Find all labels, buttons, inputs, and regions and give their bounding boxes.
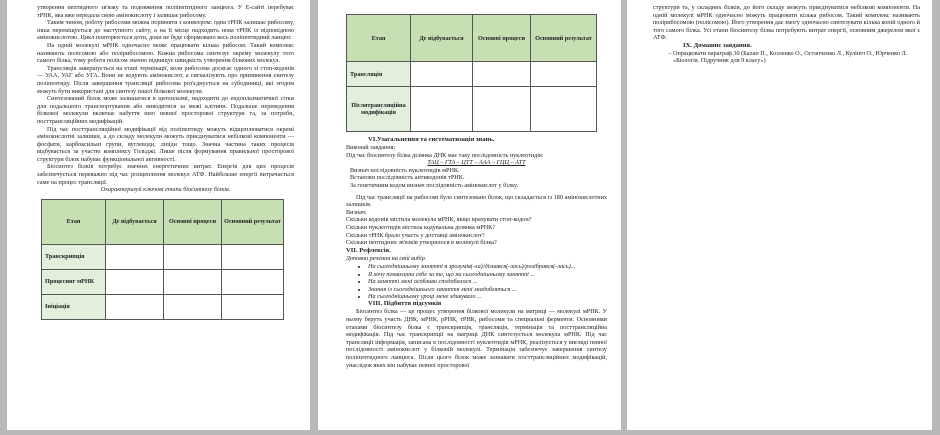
list-item: • На занятті мені особливо сподобалося ... [368, 278, 607, 285]
empty-cell[interactable] [531, 62, 597, 87]
empty-cell[interactable] [164, 244, 222, 269]
empty-cell[interactable] [473, 87, 531, 132]
table-row [347, 87, 597, 132]
paragraph: утворення пептидного зв'язку та подовження поліпептидного ланцюга. У Е-сайті перебуває тРНК, яка вже передала свою амінокислоту і залишає рибосому. [37, 4, 294, 19]
table-caption: Охарактеризуй ключові етапи біосинтезу білків. [100, 186, 231, 194]
task-text: Під час біосинтезу білка ділянка ДНК має таку послідовність нуклеотидів: [346, 151, 544, 159]
empty-cell[interactable] [164, 294, 222, 319]
paragraph: Трансляція завершується на етапі термінації, коли рибосома досягає одного зі стоп-кодонів — УАА, УАГ або УГА. Вони не кодують амінокислот, а сигналізують про припинення синтезу поліпептиду. Після завершення трансляції рибосома роз'єднується на субодиниці, які згодом можуть бути використані для синтезу іншої білкової молекули. [37, 64, 294, 95]
column-header: Основний результат [531, 15, 597, 62]
section-heading: IX. Домашнє завдання. [683, 41, 752, 49]
list-item: • Знання із сьогоднішнього заняття мені знадобляться ... [368, 286, 607, 293]
empty-cell[interactable] [222, 244, 284, 269]
stage-cell: Ініціація [42, 294, 106, 319]
document-page-2 [318, 0, 621, 430]
table-header-row [42, 199, 284, 244]
list-item: – Опрацювати параграф 30 (Балан П., Козленко О., Остапченко Л., Кулініч О., Юрченко Л. «Біологія. Підручник для 9 класу») [673, 50, 920, 65]
column-header: Етап [42, 199, 106, 244]
stage-cell: Процесинг мРНК [42, 269, 106, 294]
empty-cell[interactable] [106, 294, 164, 319]
paragraph: На одній молекулі мРНК одночасно може працювати кілька рибосом. Такий комплекс називають полісомою або полірибосомою. Кожна рибосома синтезує окрему молекулу того самого білка, тому робота полісом значно підвищує швидкість утворення білкових молекул. [37, 41, 294, 65]
paragraph: Синтезований білок може залишатися в цитоплазмі, надходити до ендоплазматичної сітки для подальшого транспортування або виводитися за межі клітини. Подальше переведення білкової молекули включає набуття нею певної просторової структури та, за потреби, посттрансляційних модифікацій. [37, 95, 294, 125]
task-step: Встанови послідовність антикодонів тРНК. [350, 174, 465, 182]
empty-cell[interactable] [531, 87, 597, 132]
empty-cell[interactable] [106, 244, 164, 269]
column-header: Основний результат [222, 199, 284, 244]
stages-table [41, 199, 284, 320]
reflection-intro: Доповни речення на свій вибір. [346, 254, 427, 262]
column-header: Основні процеси [164, 199, 222, 244]
table-row [42, 244, 284, 269]
paragraph: структури та, у складних білків, до його складу можуть приєднуватися небілкові компоненти. На одній молекулі мРНК одночасно можуть працювати кілька рибосом. Такий комплекс називають полірибосомою (полісомою). Його утворення дає змогу одночасно синтезувати кілька копій одного й того самого білка. Усі етапи біосинтезу білка потребують витрат енергії, основним джерелом якої є АТФ. [653, 4, 920, 42]
empty-cell[interactable] [164, 269, 222, 294]
stage-cell: Трансляція [347, 62, 411, 87]
empty-cell[interactable] [473, 62, 531, 87]
task-label: Виконай завдання: [346, 144, 396, 151]
column-header: Де відбувається [106, 199, 164, 244]
list-item: • На сьогоднішньому занятті я зрозумів(-ла)/дізнався(-лась)/розібрався(-лась)... [368, 263, 607, 270]
column-header: Основні процеси [473, 15, 531, 62]
empty-cell[interactable] [411, 87, 473, 132]
table-row [347, 62, 597, 87]
empty-cell[interactable] [106, 269, 164, 294]
empty-cell[interactable] [222, 269, 284, 294]
task-question: Скільки тРНК брало участь у доставці амінокислот? [346, 231, 485, 239]
paragraph: Під час посттрансляційної модифікації від поліпептиду можуть відщеплюватися окремі амінокислотні залишки, а до складу молекули можуть приєднуватися небілкові компоненти — фосфати, карбоксильні групи, вуглеводи, ліпіди тощо. Значна частина таких процесів відбувається за участю комплексу Гольджі. Лише після формування правильної просторової структури білок набуває функціональної активності. [37, 125, 294, 163]
task-step: Визнач послідовність нуклеотидів мРНК. [350, 166, 460, 174]
table-header-row [347, 15, 597, 62]
empty-cell[interactable] [411, 62, 473, 87]
task-question: Скільки кодонів містила молекула мРНК, якщо врахувати стоп-кодон? [346, 216, 532, 224]
table-row [42, 269, 284, 294]
paragraph: Біосинтез білків потребує значних енергетичних витрат. Енергія для цих процесів забезпечується переважно під час розщеплення молекул АТФ. Найбільше енергії витрачається саме на процес трансляції. [37, 163, 294, 186]
paragraph: Біосинтез білка — це процес утворення білкової молекули на матриці — молекулі мРНК. У ньому беруть участь ДНК, мРНК, рРНК, тРНК, рибосоми та специальні ферменти. Основними етапами біосинтезу білка є транскрипція, трансляція, термінація та посттрансляційна модифікація. Під час транскрипції на матриці ДНК синтезується молекула мРНК. Під час трансляції інформація, записана в послідовності нуклеотидів мРНК, реалізується у вигляді певної послідовності амінокислот у білковій молекулі. Термінація забезпечує завершення синтезу поліпептидного ланцюга. Після цього білок може зазнавати посттрансляційних модифікацій, унаслідок яких він набуває певної просторової [346, 308, 607, 369]
section-heading: VIII. Підбиття підсумків [368, 300, 442, 308]
reflection-list [346, 263, 607, 300]
stage-cell: Транскрипція [42, 244, 106, 269]
section-heading: VI.Узагальнення та систематизація знань. [368, 136, 495, 143]
document-page-3 [627, 0, 932, 430]
task-question: Скільки пептидних зв'язків утворилося в молекулі білка? [346, 239, 497, 247]
paragraph: Таким чином, роботу рибосоми можна порівняти з конвеєром: одна тРНК залишає рибосому, інша переміщується до наступного сайту, а на її місце надходить нова тРНК із відповідною амінокислотою. Цикл повторюється доти, доки не буде сформовано весь поліпептидний ланцюг. [37, 19, 294, 42]
column-header: Етап [347, 15, 411, 62]
task-label: Визнач: [346, 208, 367, 216]
section-heading: VII. Рефлексія. [346, 246, 391, 254]
task-question: Скільки нуклеотидів містила кодувальна ділянка мРНК? [346, 223, 496, 231]
stage-cell: Післятрансляційна модифікація [347, 87, 411, 132]
task-step: За генетичним кодом визнач послідовність амінокислот у білку. [350, 181, 519, 189]
list-item: • Я хочу похвалити себе за те, що на сьогоднішньому занятті ... [368, 271, 607, 278]
task-text: Під час трансляції на рибосомі було синтезовано білок, що складається із 180 амінокислотних залишків. [346, 193, 607, 209]
column-header: Де відбувається [411, 15, 473, 62]
document-page-1 [7, 0, 310, 430]
stages-table-continued [346, 14, 597, 132]
table-row [42, 294, 284, 319]
list-item: • На сьогоднішньому уроці мене здивувало ... [368, 293, 607, 300]
dna-sequence: ТАЦ – ГТА – ЦТТ – ААА – ГЦЦ – АТТ [427, 159, 526, 167]
homework-list [653, 50, 920, 65]
empty-cell[interactable] [222, 294, 284, 319]
